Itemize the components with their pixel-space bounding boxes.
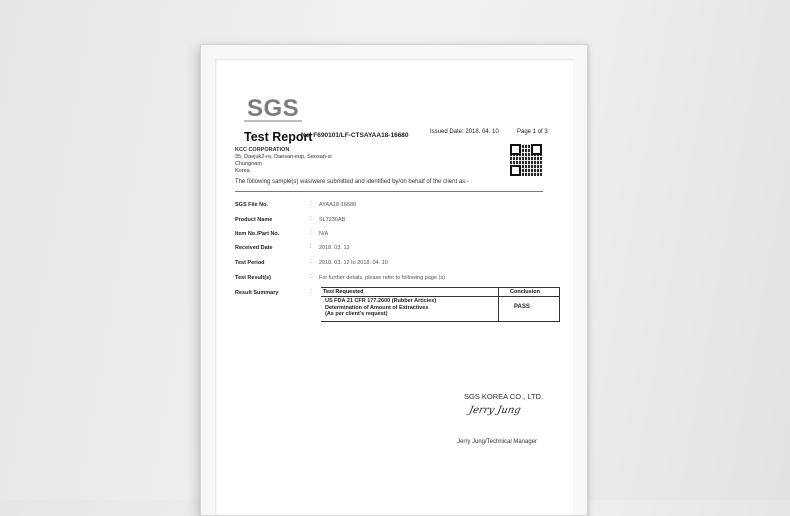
field-separator: :	[310, 201, 312, 207]
field-separator: :	[310, 289, 312, 295]
test-note: (As per client's request)	[325, 311, 388, 317]
field-label: Test Result(s)	[235, 275, 271, 281]
signer-name-title: Jerry Jung/Technical Manager	[457, 439, 538, 445]
field-label: Test Period	[235, 260, 265, 266]
field-label: Received Date	[235, 245, 273, 251]
report-title: Test Report	[244, 130, 313, 144]
table-header-conclusion: Conclusion	[510, 289, 540, 295]
report-number: No. F690101/LF-CTSAYAA18-16680	[301, 132, 409, 139]
client-name: KCC CORPORATION	[235, 147, 290, 153]
field-separator: :	[310, 244, 312, 250]
field-label: Result Summary	[235, 290, 279, 296]
field-label: Item No./Part No.	[235, 231, 280, 237]
client-address: 35, Daejuk2-ro, Daesan-eup, Seosan-si	[235, 154, 332, 160]
field-separator: :	[310, 230, 312, 236]
test-description: Determination of Amount of Extractives	[325, 304, 429, 311]
conclusion-value: PASS	[514, 304, 530, 310]
field-value: AYAA18-16680	[319, 202, 357, 208]
test-standard: US FDA 21 CFR 177.2600 (Rubber Articles)	[325, 298, 437, 304]
qr-code-icon	[510, 144, 542, 176]
field-separator: :	[310, 216, 312, 222]
divider	[235, 191, 543, 192]
field-value: 2018. 03. 12	[319, 245, 350, 251]
picture-frame	[200, 44, 588, 516]
page-number: Page 1 of 3	[517, 129, 548, 135]
handwritten-signature: Jerry Jung	[467, 405, 522, 416]
issued-date: Issued Date: 2018. 04. 10	[430, 129, 499, 135]
field-label: Product Name	[235, 217, 273, 223]
table-header-test: Test Requested	[323, 289, 364, 295]
field-label: SGS File No.	[235, 202, 269, 208]
field-value: N/A	[319, 231, 329, 237]
sgs-logo: SGS	[244, 97, 302, 122]
field-value: 2018. 03. 12 to 2018. 04. 10	[319, 260, 388, 266]
table-column-divider	[498, 288, 499, 321]
field-separator: :	[310, 259, 312, 265]
client-country: Korea	[235, 168, 250, 174]
issuer-company: SGS KOREA CO., LTD.	[464, 392, 544, 401]
result-summary-table	[321, 287, 560, 322]
test-report-document	[215, 59, 573, 515]
field-separator: :	[310, 274, 312, 280]
field-value: For further details, please refer to following page (s)	[319, 275, 445, 281]
submission-statement: The following sample(s) was/were submitted and identified by/on behalf of the client as:-	[235, 179, 469, 185]
client-region: Chungnam	[235, 161, 262, 167]
field-value: SL7230AB	[319, 217, 346, 223]
table-rule	[321, 296, 559, 297]
